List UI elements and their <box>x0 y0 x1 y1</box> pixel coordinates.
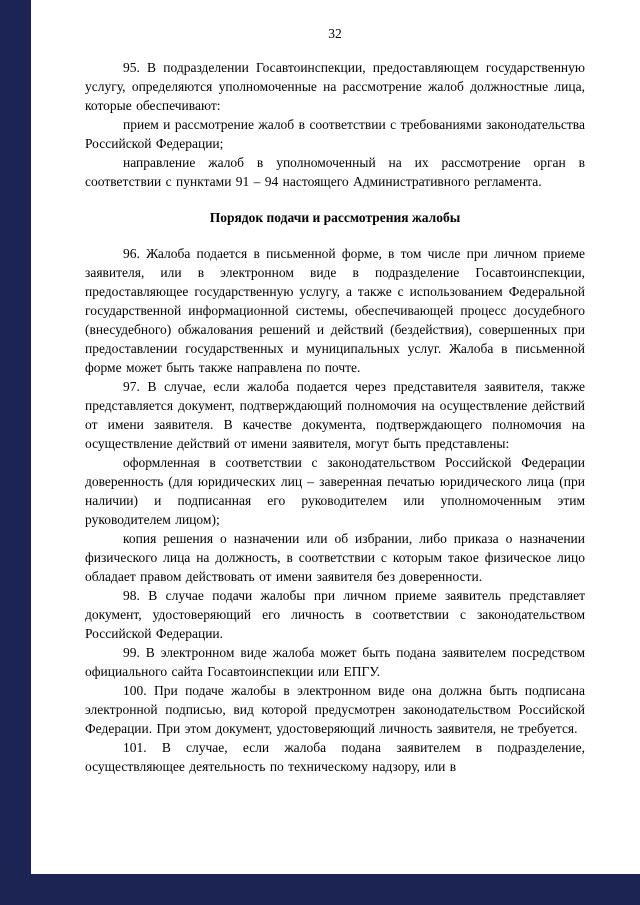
subparagraph-95-2: направление жалоб в уполномоченный на их рассмотрение орган в соответствии с пунктами 91 – 94 настоящего Административного регламента. <box>85 155 585 189</box>
paragraph-100: 100. При подаче жалобы в электронном виде она должна быть подписана электронной подписью, вид которой предусмотрен законодательством Российской Федерации. При этом документ, удостоверяющий личность заявителя, не требуется. <box>85 683 585 736</box>
paragraph-101: 101. В случае, если жалоба подана заявителем в подразделение, осуществляющее деятельность по техническому надзору, или в <box>85 740 585 774</box>
section-heading: Порядок подачи и рассмотрения жалобы <box>209 210 461 225</box>
subparagraph-97-1: оформленная в соответствии с законодательством Российской Федерации доверенность (для юридических лиц – заверенная печатью юридического лица (при наличии) и подписанная его руководителем или уполномоченным этим руководителем лицом); <box>85 455 585 527</box>
document-page <box>31 0 640 874</box>
paragraph-99: 99. В электронном виде жалоба может быть подана заявителем посредством официального сайта Госавтоинспекции или ЕПГУ. <box>85 645 585 679</box>
paragraph-96: 96. Жалоба подается в письменной форме, в том числе при личном приеме заявителя, или в электронном виде в подразделение Госавтоинспекции, предоставляющее государственную услугу, а также с использованием Федеральной государственной информационной системы, обеспечивающей процесс досудебного (внесудебного) обжалования решений и действий (бездействия), совершенных при предоставлении государственных и муниципальных услуг. Жалоба в письменной форме может быть также направлена по почте. <box>85 246 585 375</box>
paragraph-98: 98. В случае подачи жалобы при личном приеме заявитель представляет документ, удостоверяющий его личность в соответствии с законодательством Российской Федерации. <box>85 588 585 641</box>
page-number: 32 <box>328 26 342 41</box>
paragraph-95: 95. В подразделении Госавтоинспекции, предоставляющем государственную услугу, определяются уполномоченные на рассмотрение жалоб должностные лица, которые обеспечивают: <box>85 60 585 113</box>
paragraph-97: 97. В случае, если жалоба подается через представителя заявителя, также представляется документ, подтверждающий полномочия на осуществление действий от имени заявителя. В качестве документа, подтверждающего полномочия на осуществление действий от имени заявителя, могут быть представлены: <box>85 379 585 451</box>
subparagraph-95-1: прием и рассмотрение жалоб в соответствии с требованиями законодательства Российской Федерации; <box>85 117 585 151</box>
subparagraph-97-2: копия решения о назначении или об избрании, либо приказа о назначении физического лица на должность, в соответствии с которым такое физическое лицо обладает правом действовать от имени заявителя без доверенности. <box>85 531 585 584</box>
